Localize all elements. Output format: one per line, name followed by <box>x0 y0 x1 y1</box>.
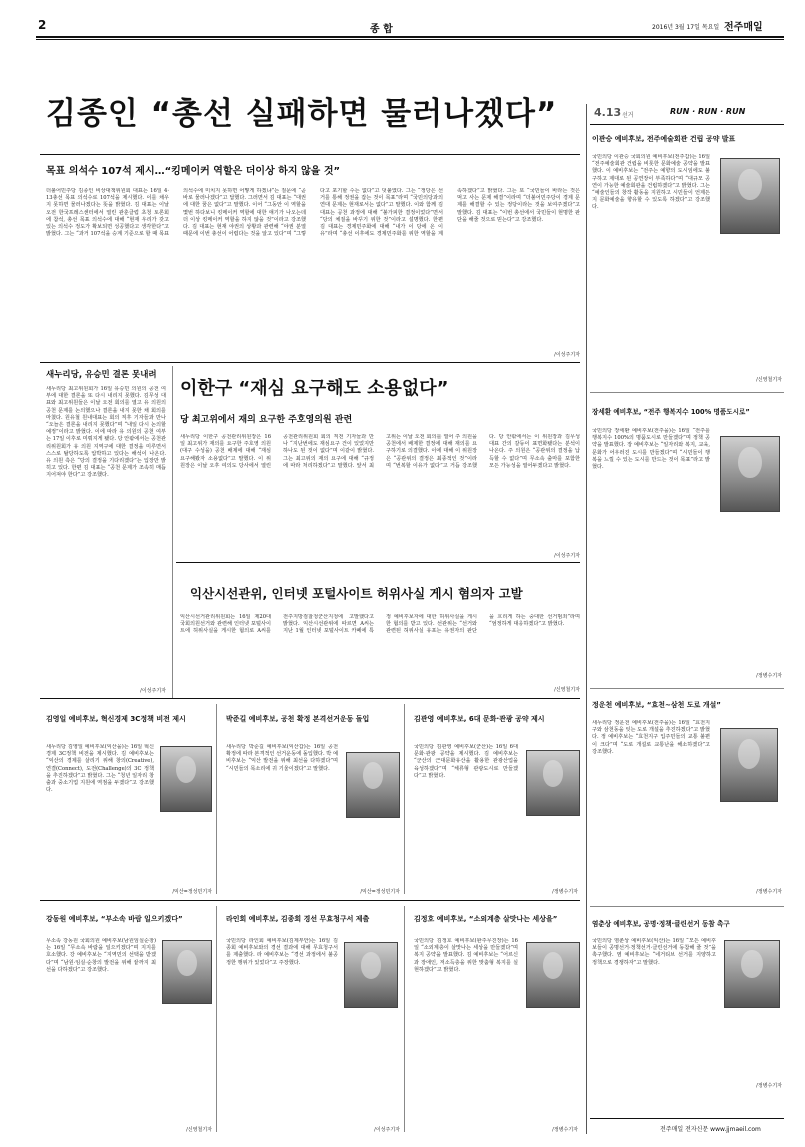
right-item-body: 국민의당 염춘상 예비후보(익산)는 16일 “모든 예비후보들이 공명선거·정책선거·클린선거에 동참해 줄 것”을 촉구했다. 염 예비후보는 “네거티브 선거를 지양하고 정책으로 경쟁하자”고 말했다. <box>592 938 716 966</box>
main-headline: 김종인 “총선 실패하면 물러나겠다” <box>46 96 558 132</box>
mid-divider-2 <box>404 704 405 894</box>
paper-name: 전주매일 <box>724 22 763 33</box>
right-item-1 <box>592 128 782 388</box>
right-item-body: 새누리당 정운천 예비후보(전주을)는 16일 “효천지구와 삼천동을 잇는 도로 개설을 추진하겠다”고 밝혔다. 정 예비후보는 “효천지구 입주민들의 교통 불편이 크다”며 “도로 개설로 교통난을 해소하겠다”고 강조했다. <box>592 720 710 755</box>
right-banner-rule <box>590 124 784 125</box>
right-item-byline: /정병수기자 <box>756 673 782 679</box>
mid-item-title: 김영일 예비후보, 혁신경제 3C정책 비전 제시 <box>46 715 186 723</box>
second-headline: 이한구 “재심 요구해도 소용없다” <box>180 378 449 399</box>
page-number: 2 <box>38 18 47 32</box>
election-tag-prefix: 4.13 <box>594 106 622 119</box>
main-subhead-rule <box>40 154 580 155</box>
mid-item-body: 국민의당 김관영 예비후보(군산)는 16일 6대 문화·관광 공약을 제시했다. 김 예비후보는 “군산의 근대문화유산을 활용한 관광산업을 육성하겠다”며 “체류형 관광도시로 만들겠다”고 밝혔다. <box>414 744 518 779</box>
header-rule-thin <box>36 39 784 40</box>
right-item-title: 장세환 예비후보, “전주 행복지수 100% 명품도시로” <box>592 408 750 416</box>
right-item-2 <box>592 396 782 686</box>
second-byline: /이성주기자 <box>554 553 580 559</box>
bottom-item-title: 김정호 예비후보, “소외계층 살맛나는 세상을” <box>414 915 558 923</box>
candidate-photo <box>346 752 400 818</box>
right-item-body: 국민의당 장세환 예비후보(전주을)는 16일 “전주를 행복지수 100%의 명품도시로 만들겠다”며 정책 공약을 발표했다. 장 예비후보는 “일자리와 복지, 교육, 문화가 어우러진 도시를 만들겠다”며 “시민들이 행복을 느낄 수 있는 도시를 만드는 것이 목표”라고 밝혔다. <box>592 428 710 471</box>
mid-section-rule <box>40 698 580 699</box>
right-item-4 <box>592 910 782 1090</box>
left-brief-body: 새누리당 최고위원회가 16일 유승민 의원의 공천 여부에 대한 결론을 또 다시 내리지 못했다. 김무성 대표와 최고위원들은 이날 오전 회의를 열고 유 의원의 공천 문제를 논의했으나 결론을 내지 못한 채 회의를 마쳤다. 원유철 원내대표는 회의 직후 기자들과 만나 “오늘은 결론을 내리지 못했다”며 “내일 다시 논의할 예정”이라고 밝혔다. 이에 따라 유 의원의 공천 여부는 17일 이후로 미뤄지게 됐다. 당 안팎에서는 공천관리위원회가 유 의원 지역구에 대한 결정을 미루면서 스스로 탈당하도록 압박하고 있다는 해석이 나온다. 유 의원 측은 “당의 결정을 기다리겠다”는 입장만 밝히고 있다. 한편 김 대표는 “공천 문제가 조속히 매듭지어져야 한다”고 강조했다. <box>46 386 166 479</box>
right-column-banner <box>592 104 782 122</box>
mid-divider-1 <box>216 704 217 894</box>
mid-item-3 <box>408 704 580 898</box>
third-byline: /신영철기자 <box>554 687 580 693</box>
bottom-item-1 <box>40 906 212 1134</box>
bottom-item-3 <box>408 906 580 1134</box>
bottom-item-title: 강동원 예비후보, “부소속 바람 일으키겠다” <box>46 915 183 923</box>
candidate-photo <box>720 158 780 234</box>
right-item-title: 이관승 예비후보, 전주예술회관 건립 공약 발표 <box>592 135 736 143</box>
third-article-body: 익산시선거관리위원회는 16일 제20대 국회의원선거와 관련해 인터넷 포털사이트에 허위사실을 게시한 혐의로 A씨를 전주지방검찰청군산지청에 고발했다고 밝혔다. 익산시선관위에 따르면 A씨는 지난 1월 인터넷 포털사이트 카페에 특정 예비후보자에 대한 허위사실을 게시한 혐의를 받고 있다. 선관위는 “선거와 관련된 허위사실 유포는 유권자의 판단을 흐리게 하는 중대한 선거범죄”라며 “엄정하게 대응하겠다”고 밝혔다. <box>180 614 580 635</box>
main-bottom-rule <box>40 362 580 363</box>
candidate-photo <box>720 436 780 512</box>
bottom-item-byline: /신영철기자 <box>186 1127 212 1133</box>
bottom-item-byline: /정병수기자 <box>552 1127 578 1133</box>
candidate-photo <box>526 750 580 816</box>
mid-item-body: 새누리당 김영일 예비후보(익산을)는 16일 혁신경제 3C정책 비전을 제시했다. 김 예비후보는 “익산의 경제를 살리기 위해 창의(Creative), 연결(Connect), 도전(Challenge)의 3C 정책을 추진하겠다”고 밝혔다. 그는 “청년 일자리 창출과 중소기업 지원에 역점을 두겠다”고 강조했다. <box>46 744 154 794</box>
bottom-item-body: 무소속 강동원 국회의원 예비후보(남원임실순창)는 16일 “무소속 바람을 일으키겠다”며 지지를 호소했다. 강 예비후보는 “지역민의 선택을 받겠다”며 “남원·임실·순창의 발전을 위해 끝까지 최선을 다하겠다”고 강조했다. <box>46 938 156 973</box>
right-item-body: 국민의당 이관승 국회의원 예비후보(전주갑)는 16일 “전주예술회관 건립을 비롯한 문화예술 공약을 발표했다. 이 예비후보는 “전주는 예향의 도시임에도 불구하고 제대로 된 공연장이 부족하다”며 “대규모 공연이 가능한 예술회관을 건립하겠다”고 밝혔다. 그는 “예술인들의 창작 활동을 지원하고 시민들이 언제든지 문화예술을 향유할 수 있도록 하겠다”고 강조했다. <box>592 154 710 211</box>
main-byline: /이성주기자 <box>554 352 580 358</box>
candidate-photo <box>724 940 780 1008</box>
candidate-photo <box>720 728 778 802</box>
right-item-title: 정운천 예비후보, “효천~삼천 도로 개설” <box>592 701 721 709</box>
second-subhead: 당 최고위에서 재의 요구한 주호영의원 관련 <box>180 415 353 425</box>
left-brief-byline: /이성주기자 <box>140 688 166 694</box>
mid-item-1 <box>40 704 212 898</box>
right-rule-2 <box>590 688 784 689</box>
candidate-photo <box>162 940 212 1004</box>
second-article-body: 새누리당 이한구 공천관리위원장은 16일 최고위가 재의를 요구한 주호영 의원(대구 수성을) 공천 배제에 대해 “재심 요구해봤자 소용없다”고 말했다. 이 위원장은 이날 오후 여의도 당사에서 열린 공천관리위원회 회의 직전 기자들과 만나 “지난번에도 재심요구 건이 있었지만 하나도 된 것이 없다”며 이같이 밝혔다. 그는 최고위의 재의 요구에 대해 “규정에 따라 처리하겠다”고 말했다. 앞서 최고위는 이날 오전 회의를 열어 주 의원을 공천에서 배제한 결정에 대해 재의를 요구하기로 의결했다. 이에 대해 이 위원장은 “공관위의 결정은 최종적인 것”이라며 “번복할 이유가 없다”고 거듭 강조했다. 당 안팎에서는 이 위원장과 김무성 대표 간의 갈등이 표면화됐다는 분석이 나온다. 주 의원은 “공관위의 결정을 납득할 수 없다”며 무소속 출마를 포함한 모든 가능성을 열어두겠다고 밝혔다. <box>180 434 580 469</box>
bottom-divider-2 <box>404 906 405 1132</box>
right-column-divider <box>586 104 587 1134</box>
right-item-title: 염춘상 예비후보, 공명·정책·클린선거 동참 촉구 <box>592 920 730 928</box>
election-tag-suffix: 선거 <box>622 112 634 119</box>
right-item-3 <box>592 692 782 902</box>
bottom-item-byline: /이성주기자 <box>374 1127 400 1133</box>
footer-text: 전주매일 전자신문 www.jjmaeil.com <box>660 1126 761 1133</box>
main-subhead: 목표 의석수 107석 제시…“킹메이커 역할은 더이상 하지 않을 것” <box>46 166 341 177</box>
footer-rule <box>590 1118 784 1119</box>
issue-date: 2016년 3월 17일 목요일 <box>652 24 720 31</box>
right-item-byline: /정병수기자 <box>756 1083 782 1089</box>
right-item-byline: /신영철기자 <box>756 377 782 383</box>
section-name: 종 합 <box>370 24 393 35</box>
left-brief-divider <box>172 366 173 698</box>
mid-item-body: 새누리당 박준길 예비후보(익산갑)는 16일 공천 확정에 따라 본격적인 선거운동에 돌입했다. 박 예비후보는 “익산 발전을 위해 최선을 다하겠다”며 “시민들의 목소리에 귀 기울이겠다”고 말했다. <box>226 744 338 772</box>
bottom-section-rule <box>40 900 580 901</box>
right-rule-1 <box>590 392 784 393</box>
mid-item-byline: /익산=정성민기자 <box>172 889 212 895</box>
run-label: RUN · RUN · RUN <box>670 107 746 116</box>
right-rule-3 <box>590 906 784 907</box>
left-brief-title: 새누리당, 유승민 결론 못내려 <box>46 370 157 380</box>
main-article-body: 더불어민주당 김종인 비상대책위원회 대표는 16일 4·13총선 목표 의석수로 107석을 제시했다. 이를 채우지 못하면 물러나겠다는 뜻을 밝혔다. 김 대표는 이날 오전 한국프레스센터에서 열린 관훈클럽 초청 토론회에 참석, 총선 목표 의석수에 대해 “현재 우리가 갖고 있는 의석수 정도가 확보되면 성공했다고 생각한다”고 밝혔다. 그는 “과거 107석을 승계 기준으로 할 때 목표 의석수에 미치지 못하면 어떻게 하겠냐”는 질문에 “곧바로 물러나겠다”고 답했다. 그러면서 김 대표는 “대권에 대한 꿈은 없다”고 말했다. 이어 “그동안 이 역할을 몇번 하다보니 킹메이커 역할에 대한 얘기가 나오는데 더 이상 킹메이커 역할을 하지 않을 것”이라고 강조했다. 김 대표는 현재 야권의 상황과 관련해 “야권 분열 때문에 이번 총선이 어렵다는 것을 알고 있다”며 “그렇다고 포기할 수는 없다”고 덧붙였다. 그는 “정당은 선거를 통해 정권을 잡는 것이 목표”라며 “국민의당과의 연대 문제는 현재로서는 없다”고 말했다. 이와 함께 김 대표는 공천 과정에 대해 “불가피한 결정이었다”면서 “당의 체질을 바꾸기 위한 것”이라고 설명했다. 한편 김 대표는 경제민주화에 대해 “내가 이 당에 온 이유”라며 “총선 이후에도 경제민주화를 위한 역할을 계속하겠다”고 밝혔다. 그는 또 “국민들이 바라는 것은 먹고 사는 문제 해결”이라며 “더불어민주당이 경제 문제를 해결할 수 있는 정당이라는 것을 보여주겠다”고 말했다. 김 대표는 “이번 총선에서 국민들이 현명한 판단을 해줄 것으로 믿는다”고 강조했다. <box>46 188 580 238</box>
bottom-item-body: 국민의당 라인회 예비후보(김제부안)는 16일 김종회 예비후보와의 경선 결과에 대해 무효청구서를 제출했다. 라 예비후보는 “경선 과정에서 불공정한 행위가 있었다”고 주장했다. <box>226 938 338 966</box>
candidate-photo <box>344 942 398 1008</box>
third-headline: 익산시선관위, 인터넷 포털사이트 허위사실 게시 혐의자 고발 <box>190 586 523 601</box>
bottom-item-title: 라인회 예비후보, 김종회 경선 무효청구서 제출 <box>226 915 370 923</box>
bottom-item-2 <box>220 906 400 1134</box>
right-item-byline: /정병수기자 <box>756 889 782 895</box>
candidate-photo <box>526 942 580 1008</box>
mid-item-title: 박준길 예비후보, 공천 확정 본격선거운동 돌입 <box>226 715 370 723</box>
bottom-item-body: 국민의당 김정호 예비후보(완주무진장)는 16일 “소외계층이 살맛나는 세상을 만들겠다”며 복지 공약을 발표했다. 김 예비후보는 “어르신과 장애인, 저소득층을 위한 맞춤형 복지를 실현하겠다”고 밝혔다. <box>414 938 518 973</box>
mid-item-byline: /익산=정성민기자 <box>360 889 400 895</box>
bottom-divider-1 <box>216 906 217 1132</box>
mid-item-byline: /정병수기자 <box>552 889 578 895</box>
mid-item-title: 김관영 예비후보, 6대 문화·관광 공약 제시 <box>414 715 545 723</box>
candidate-photo <box>160 746 212 812</box>
mid-item-2 <box>220 704 400 898</box>
second-bottom-rule <box>176 562 580 563</box>
header-rule <box>36 36 784 38</box>
